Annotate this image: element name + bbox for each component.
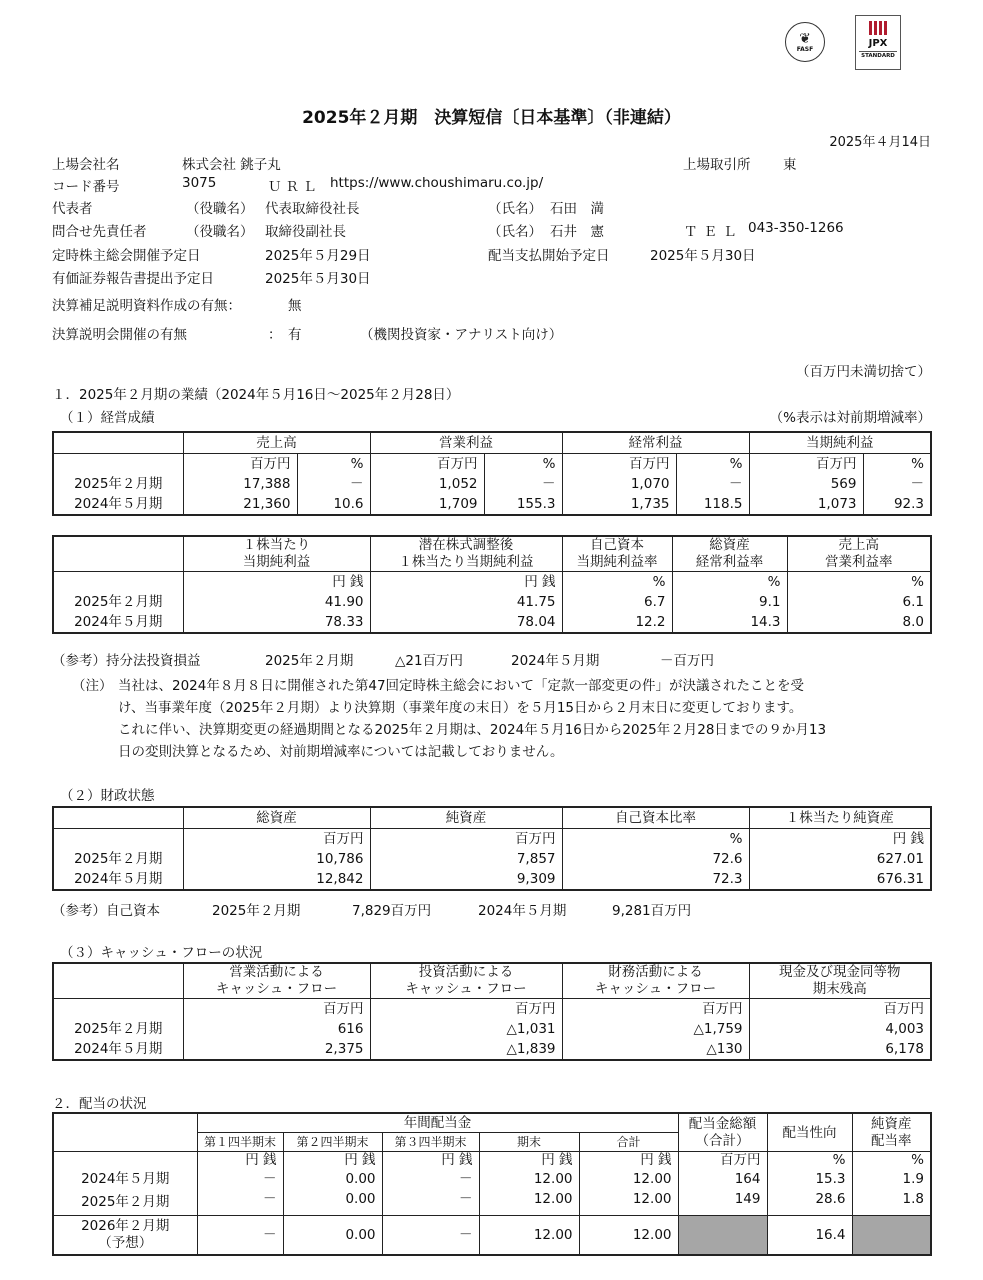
- unit: %: [672, 572, 787, 593]
- contact-title: 取締役副社長: [265, 224, 346, 240]
- table-row: [53, 1039, 931, 1060]
- code: 3075: [182, 175, 217, 191]
- header-payout-ratio: 配当性向: [767, 1113, 852, 1152]
- unit: 百万円: [370, 999, 562, 1020]
- cell: －: [382, 1169, 479, 1189]
- section2-heading: ２．配当の状況: [52, 1096, 147, 1112]
- unit: 百万円: [183, 829, 370, 850]
- cell: 17,388: [183, 474, 297, 494]
- briefing-label: 決算説明会開催の有無: [52, 327, 187, 343]
- company-url[interactable]: https://www.choushimaru.co.jp/: [330, 175, 544, 191]
- note-label: （注）: [72, 678, 113, 694]
- table-row: [53, 849, 931, 869]
- cell: 10.6: [297, 494, 370, 515]
- company-name: 株式会社 銚子丸: [182, 157, 281, 173]
- rep-name: 石田 満: [550, 201, 604, 217]
- ref-equity-method-label: （参考）持分法投資損益: [52, 653, 201, 669]
- table-row: [53, 592, 931, 612]
- supp-label: 決算補足説明資料作成の有無：: [52, 298, 241, 314]
- unit: 百万円: [183, 454, 297, 475]
- cell: 72.3: [562, 869, 749, 890]
- rep-title-label: （役職名）: [186, 201, 254, 217]
- unit: %: [787, 572, 931, 593]
- header-net-income: 当期純利益: [749, 432, 931, 454]
- unit: 円 銭: [749, 829, 931, 850]
- unit: 百万円: [370, 454, 484, 475]
- briefing-colon: ：: [268, 327, 282, 343]
- cell: 10,786: [183, 849, 370, 869]
- cell: 1,073: [749, 494, 863, 515]
- fasf-logo: ❦ FASF: [785, 22, 825, 62]
- ref-value-1: △21百万円: [395, 653, 464, 669]
- cell: 118.5: [676, 494, 749, 515]
- cell: 72.6: [562, 849, 749, 869]
- unit: 円 銭: [197, 1152, 283, 1170]
- rep-label: 代表者: [52, 201, 93, 217]
- unit: 円 銭: [183, 572, 370, 593]
- header-bps: １株当たり純資産: [749, 807, 931, 829]
- cell: 78.33: [183, 612, 370, 633]
- shaded-cell: [678, 1216, 767, 1256]
- header-total-assets: 総資産: [183, 807, 370, 829]
- note-line: 当社は、2024年８月８日に開催された第47回定時株主総会において「定款一部変更の件」が決議されたことを受: [118, 678, 805, 694]
- row-label: 2024年５月期: [74, 614, 163, 630]
- cell: －: [863, 474, 931, 494]
- ref-equity-label: （参考）自己資本: [52, 903, 160, 919]
- unit: %: [562, 572, 672, 593]
- unit: 百万円: [749, 999, 931, 1020]
- unit: 百万円: [562, 454, 676, 475]
- cell: 12.2: [562, 612, 672, 633]
- code-label: コード番号: [52, 179, 120, 195]
- cell: 1.8: [852, 1189, 931, 1216]
- cell: 627.01: [749, 849, 931, 869]
- operating-results-table: [52, 431, 932, 516]
- cell: 6.7: [562, 592, 672, 612]
- unit: %: [767, 1152, 852, 1170]
- dividends-table: [52, 1112, 932, 1256]
- cell: 1,735: [562, 494, 676, 515]
- cell: －: [484, 474, 562, 494]
- exchange: 東: [783, 157, 797, 173]
- cell: 12.00: [479, 1169, 579, 1189]
- cell: 12.00: [579, 1169, 678, 1189]
- header-eps: １株当たり 当期純利益: [183, 536, 370, 572]
- unit: %: [297, 454, 370, 475]
- unit: %: [484, 454, 562, 475]
- unit: 円 銭: [370, 572, 562, 593]
- cell: 8.0: [787, 612, 931, 633]
- header-blank: [53, 432, 183, 454]
- note-line: 日の変則決算となるため、対前期増減率については記載しておりません。: [118, 744, 564, 760]
- header-roe: 自己資本 当期純利益率: [562, 536, 672, 572]
- ref-period-1: 2025年２月期: [265, 653, 354, 669]
- supp-value: 無: [288, 298, 302, 314]
- cell: 164: [678, 1169, 767, 1189]
- table-row: [53, 474, 931, 494]
- pct-note: （%表示は対前期増減率）: [769, 410, 931, 426]
- cell: 41.90: [183, 592, 370, 612]
- cell: 2,375: [183, 1039, 370, 1060]
- tel-label: ＴＥＬ: [684, 224, 743, 240]
- leaf-icon: ❦: [799, 30, 811, 47]
- jpx-bars-icon: [856, 21, 900, 35]
- cell: －: [297, 474, 370, 494]
- header-diluted-eps: 潜在株式調整後 １株当たり当期純利益: [370, 536, 562, 572]
- ref-value-2: －百万円: [660, 653, 714, 669]
- table-row: [53, 1169, 931, 1189]
- header-annual-dividends: 年間配当金: [197, 1113, 678, 1133]
- header-investing-cf: 投資活動による キャッシュ・フロー: [370, 963, 562, 999]
- unit: 円 銭: [579, 1152, 678, 1170]
- ref-period-1: 2025年２月期: [212, 903, 301, 919]
- table-row: [53, 612, 931, 633]
- header-cash-end: 現金及び現金同等物 期末残高: [749, 963, 931, 999]
- header-operating-cf: 営業活動による キャッシュ・フロー: [183, 963, 370, 999]
- shaded-cell: [852, 1216, 931, 1256]
- header-ordinary-income: 経常利益: [562, 432, 749, 454]
- cell: 6.1: [787, 592, 931, 612]
- row-label: 2025年２月期: [74, 1021, 163, 1037]
- cell: 1,052: [370, 474, 484, 494]
- header-financing-cf: 財務活動による キャッシュ・フロー: [562, 963, 749, 999]
- sub2-heading: （２）財政状態: [60, 788, 155, 804]
- cell: 12,842: [183, 869, 370, 890]
- unit: %: [852, 1152, 931, 1170]
- header-operating-income: 営業利益: [370, 432, 562, 454]
- row-label: 2024年５月期: [81, 1171, 170, 1187]
- ref-value-1: 7,829百万円: [352, 903, 432, 919]
- unit: %: [562, 829, 749, 850]
- cell: 14.3: [672, 612, 787, 633]
- cell: △130: [562, 1039, 749, 1060]
- report-date: 2025年５月30日: [265, 271, 371, 287]
- note-line: け、当事業年度（2025年２月期）より決算期（事業年度の末日）を５月15日から２月末日に変更しております。: [118, 700, 803, 716]
- cell: 1,709: [370, 494, 484, 515]
- header-dividend-nav-ratio: 純資産 配当率: [852, 1113, 931, 1152]
- exchange-label: 上場取引所: [683, 157, 751, 173]
- cell: 9,309: [370, 869, 562, 890]
- briefing-value: 有: [288, 327, 302, 343]
- cell: －: [676, 474, 749, 494]
- cell: 149: [678, 1189, 767, 1216]
- contact-name: 石井 憲: [550, 224, 604, 240]
- row-label: 2024年５月期: [74, 1041, 163, 1057]
- header-net-assets: 純資産: [370, 807, 562, 829]
- table-row: [53, 1189, 931, 1216]
- cell: △1,839: [370, 1039, 562, 1060]
- cell: 569: [749, 474, 863, 494]
- cell: 7,857: [370, 849, 562, 869]
- sub1-heading: （１）経営成績: [60, 410, 155, 426]
- cell: 41.75: [370, 592, 562, 612]
- cell: 92.3: [863, 494, 931, 515]
- financial-position-table: [52, 806, 932, 891]
- div-pay-date: 2025年５月30日: [650, 248, 756, 264]
- cell: △1,031: [370, 1019, 562, 1039]
- cell: 12.00: [579, 1189, 678, 1216]
- unit: 百万円: [678, 1152, 767, 1170]
- document-title: 2025年２月期 決算短信〔日本基準〕（非連結）: [302, 108, 681, 128]
- table-row: [53, 869, 931, 890]
- contact-name-label: （氏名）: [488, 224, 542, 240]
- unit: 円 銭: [479, 1152, 579, 1170]
- cell: 12.00: [579, 1216, 678, 1256]
- rep-title: 代表取締役社長: [265, 201, 360, 217]
- ref-period-2: 2024年５月期: [478, 903, 567, 919]
- table-row: [53, 494, 931, 515]
- rep-name-label: （氏名）: [488, 201, 542, 217]
- unit: 円 銭: [283, 1152, 382, 1170]
- header-year-end: 期末: [479, 1133, 579, 1152]
- contact-label: 問合せ先責任者: [52, 224, 147, 240]
- unit: %: [676, 454, 749, 475]
- section1-heading: １．2025年２月期の業績（2024年５月16日～2025年２月28日）: [52, 387, 460, 403]
- tel: 043-350-1266: [748, 220, 844, 236]
- agm-date: 2025年５月29日: [265, 248, 371, 264]
- cell: －: [382, 1189, 479, 1216]
- unit: 百万円: [749, 454, 863, 475]
- row-label: 2025年２月期: [81, 1194, 170, 1210]
- row-label: 2025年２月期: [74, 851, 163, 867]
- unit: 百万円: [183, 999, 370, 1020]
- cell: －: [197, 1169, 283, 1189]
- note-line: これに伴い、決算期変更の経過期間となる2025年２月期は、2024年５月16日から2025年２月28日までの９か月13: [118, 722, 827, 738]
- header-equity-ratio: 自己資本比率: [562, 807, 749, 829]
- row-label: 2024年５月期: [74, 871, 163, 887]
- cell: －: [382, 1216, 479, 1256]
- url-label: ＵＲＬ: [268, 179, 321, 195]
- rounding-note: （百万円未満切捨て）: [796, 364, 931, 380]
- release-date: 2025年４月14日: [829, 135, 931, 150]
- cell: 0.00: [283, 1169, 382, 1189]
- header-q3: 第３四半期末: [382, 1133, 479, 1152]
- row-label: 2025年２月期: [74, 476, 163, 492]
- unit: %: [863, 454, 931, 475]
- agm-label: 定時株主総会開催予定日: [52, 248, 201, 264]
- ref-period-2: 2024年５月期: [511, 653, 600, 669]
- unit: 百万円: [370, 829, 562, 850]
- cell: 676.31: [749, 869, 931, 890]
- header-roa: 総資産 経常利益率: [672, 536, 787, 572]
- cell: 15.3: [767, 1169, 852, 1189]
- unit: 円 銭: [382, 1152, 479, 1170]
- cell: 16.4: [767, 1216, 852, 1256]
- cell: 4,003: [749, 1019, 931, 1039]
- jpx-standard-logo: JPX STANDARD: [855, 15, 901, 70]
- row-label: 2024年５月期: [74, 496, 163, 512]
- header-total: 合計: [579, 1133, 678, 1152]
- cell: 0.00: [283, 1216, 382, 1256]
- report-label: 有価証券報告書提出予定日: [52, 271, 214, 287]
- cell: －: [197, 1189, 283, 1216]
- header-q1: 第１四半期末: [197, 1133, 283, 1152]
- cell: 28.6: [767, 1189, 852, 1216]
- header-q2: 第２四半期末: [283, 1133, 382, 1152]
- cell: △1,759: [562, 1019, 749, 1039]
- div-pay-label: 配当支払開始予定日: [488, 248, 610, 264]
- row-label: 2026年２月期 （予想）: [81, 1218, 170, 1251]
- sub3-heading: （３）キャッシュ・フローの状況: [60, 945, 263, 961]
- cell: 12.00: [479, 1216, 579, 1256]
- cell: －: [197, 1216, 283, 1256]
- cash-flow-table: [52, 962, 932, 1061]
- header-op-margin: 売上高 営業利益率: [787, 536, 931, 572]
- forecast-row: [53, 1216, 931, 1256]
- cell: 0.00: [283, 1189, 382, 1216]
- cell: 12.00: [479, 1189, 579, 1216]
- cell: 21,360: [183, 494, 297, 515]
- cell: 6,178: [749, 1039, 931, 1060]
- header-total-dividends: 配当金総額 （合計）: [678, 1113, 767, 1152]
- ref-value-2: 9,281百万円: [612, 903, 692, 919]
- cell: 1.9: [852, 1169, 931, 1189]
- unit: 百万円: [562, 999, 749, 1020]
- cell: 9.1: [672, 592, 787, 612]
- company-name-label: 上場会社名: [52, 157, 120, 173]
- briefing-note: （機関投資家・アナリスト向け）: [360, 327, 563, 343]
- table-row: [53, 1019, 931, 1039]
- per-share-ratios-table: [52, 535, 932, 634]
- contact-title-label: （役職名）: [186, 224, 254, 240]
- cell: 616: [183, 1019, 370, 1039]
- cell: 155.3: [484, 494, 562, 515]
- row-label: 2025年２月期: [74, 594, 163, 610]
- header-sales: 売上高: [183, 432, 370, 454]
- cell: 78.04: [370, 612, 562, 633]
- cell: 1,070: [562, 474, 676, 494]
